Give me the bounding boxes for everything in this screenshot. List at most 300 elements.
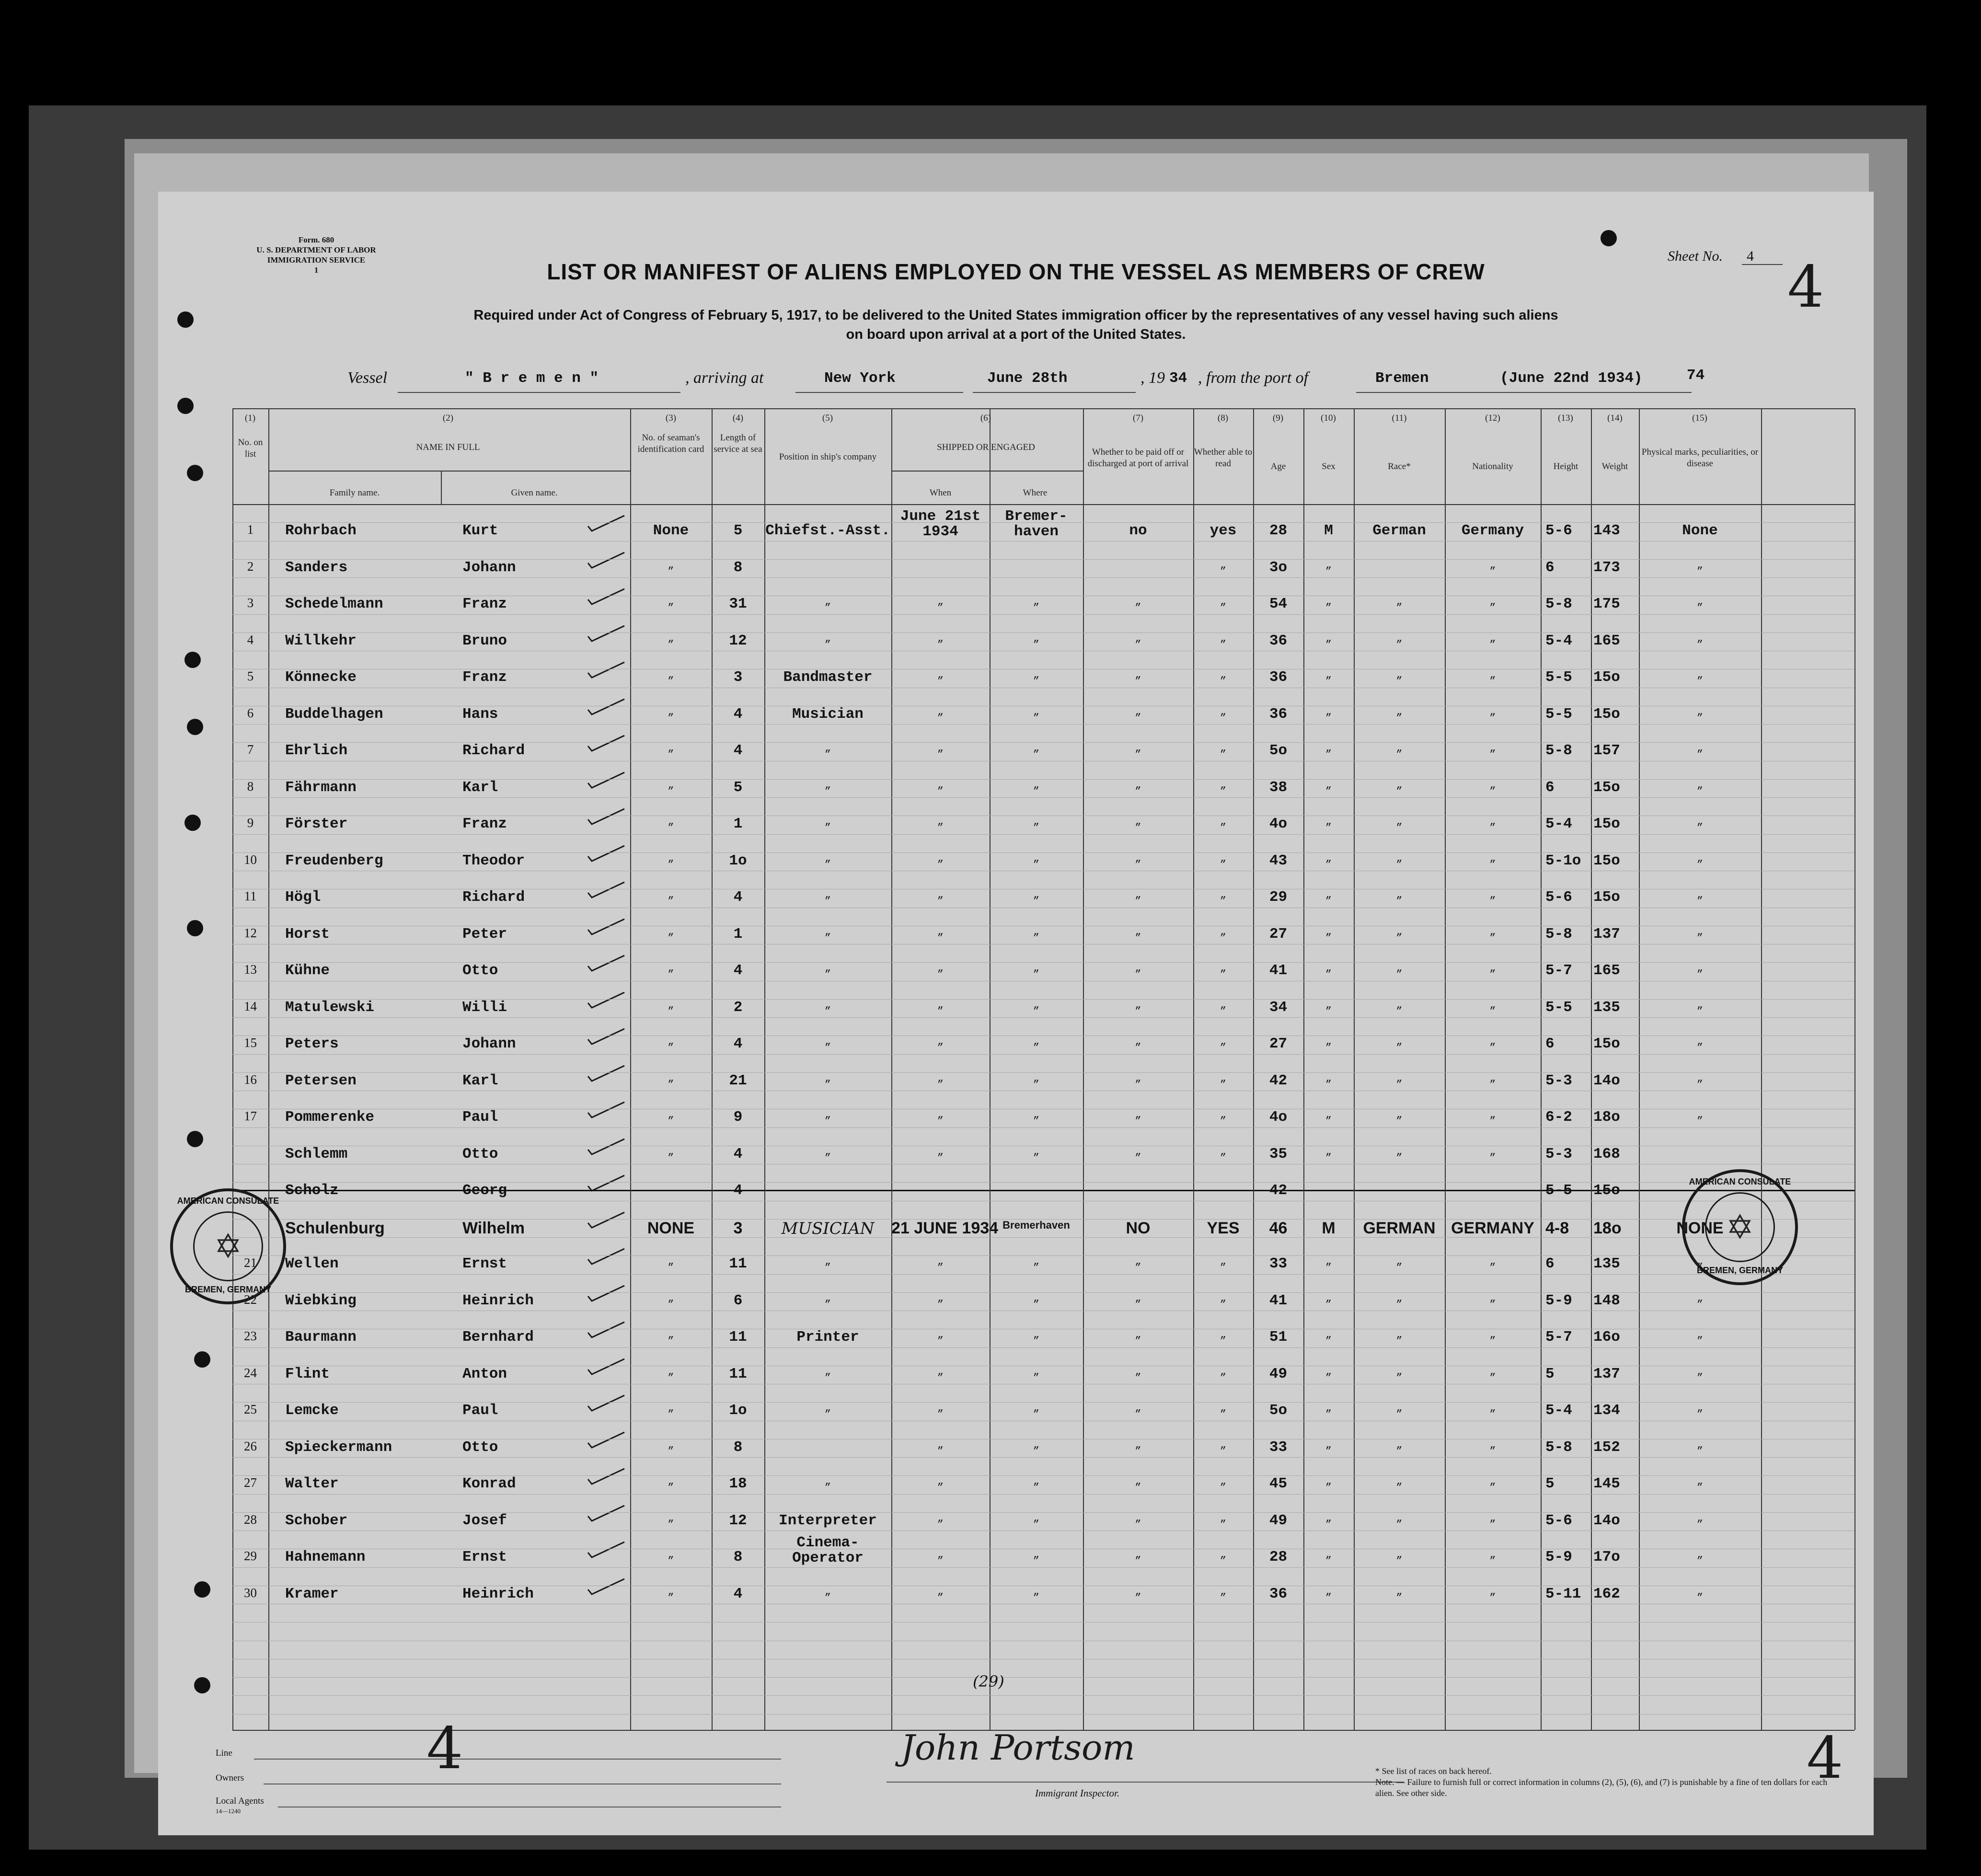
table-column-rule [1854, 408, 1855, 1730]
cell-age: 5o [1269, 1402, 1288, 1419]
cell-nationality: „ [1489, 1439, 1496, 1451]
cell-service: 8 [733, 1439, 743, 1456]
cell-marks: „ [1696, 1366, 1704, 1378]
cell-weight: 135 [1593, 1255, 1620, 1272]
cell-read: „ [1220, 1586, 1227, 1598]
cell-service: 5 [733, 522, 743, 539]
checkmark-icon [587, 514, 625, 533]
margin-mark: 74 [1687, 367, 1705, 384]
cell-given: Otto [462, 1439, 498, 1456]
ruled-line [232, 1567, 1854, 1568]
ruled-line [232, 742, 1854, 743]
cell-height: 4-8 [1545, 1219, 1569, 1237]
ruled-line [232, 1017, 1854, 1018]
cell-paid: „ [1135, 1402, 1141, 1414]
cell-marks: „ [1696, 633, 1704, 645]
cell-sex: „ [1325, 926, 1332, 938]
cell-where: „ [1033, 1402, 1040, 1414]
cell-service: 1 [733, 926, 743, 943]
cell-sex: „ [1325, 1292, 1332, 1304]
vessel-line [158, 369, 1874, 393]
cell-paid: „ [1135, 633, 1141, 645]
cell-family: Willkehr [285, 633, 357, 649]
checkmark-icon [587, 1284, 625, 1303]
cell-race: „ [1396, 1366, 1403, 1378]
cell-given: Otto [462, 962, 498, 979]
cell-nationality: „ [1489, 1146, 1496, 1158]
cell-read: „ [1220, 1255, 1227, 1267]
cell-given: Theodor [462, 852, 525, 869]
cell-service: 11 [729, 1366, 747, 1382]
checkmark-icon [587, 1064, 625, 1083]
checkmark-icon [587, 551, 625, 570]
cell-marks: „ [1696, 1439, 1704, 1451]
cell-no: 27 [244, 1475, 257, 1490]
cell-card: „ [668, 1475, 674, 1487]
cell-given: Anton [462, 1366, 507, 1382]
cell-paid: „ [1135, 1475, 1141, 1487]
cell-position: „ [824, 1475, 831, 1487]
ruled-line [232, 1695, 1854, 1696]
cell-no: 30 [244, 1586, 257, 1600]
sheet-number-value: 4 [1742, 248, 1783, 265]
cell-weight: 17o [1593, 1549, 1620, 1565]
cell-service: 18 [729, 1475, 747, 1492]
cell-family: Scholz [285, 1182, 339, 1199]
cell-height: 5-4 [1545, 816, 1572, 832]
cell-service: 3 [733, 1219, 743, 1237]
cell-family: Schober [285, 1512, 348, 1529]
cell-no: 16 [244, 1072, 257, 1087]
underline [1356, 392, 1692, 393]
cell-family: Matulewski [285, 999, 375, 1016]
cell-where: „ [1033, 1586, 1040, 1598]
cell-weight: 165 [1593, 633, 1620, 649]
cell-paid: „ [1135, 1329, 1141, 1341]
cell-card: „ [668, 779, 674, 791]
cell-nationality: „ [1489, 633, 1496, 645]
underline [795, 392, 963, 393]
cell-read: „ [1220, 669, 1227, 681]
cell-no: 12 [244, 926, 257, 940]
race-note: * See list of races on back hereof. [1375, 1766, 1492, 1776]
cell-paid: „ [1135, 1146, 1141, 1158]
cell-sex: „ [1325, 1366, 1332, 1378]
cell-where: „ [1033, 596, 1040, 608]
cell-card: „ [668, 1255, 674, 1267]
cell-paid: „ [1135, 1512, 1141, 1524]
checkmark-icon [587, 844, 625, 863]
cell-sex: „ [1325, 1475, 1332, 1487]
cell-when: „ [937, 1072, 944, 1084]
cell-sex: „ [1325, 1586, 1332, 1598]
header-where: Where [1023, 488, 1048, 498]
cell-when: „ [937, 742, 944, 754]
ruled-line [232, 1182, 1854, 1183]
ruled-line [232, 779, 1854, 780]
table-column-rule [1354, 408, 1355, 1730]
header-seaman-id: No. of seaman's identification card [637, 433, 704, 454]
table-column-rule [1445, 408, 1446, 1730]
cell-paid: „ [1135, 596, 1141, 608]
strike-through [232, 1190, 1854, 1191]
cell-race: „ [1396, 852, 1403, 864]
cell-height: 5-5 [1545, 1182, 1572, 1199]
cell-service: 12 [729, 633, 747, 649]
cell-nationality: „ [1489, 1366, 1496, 1378]
cell-when: June 21st 1934 [900, 508, 981, 540]
cell-where: „ [1033, 1146, 1040, 1158]
cell-no: 9 [247, 816, 254, 830]
cell-service: 1 [733, 816, 743, 832]
column-number: (12) [1485, 413, 1500, 423]
ruled-line [232, 522, 1854, 523]
cell-race: „ [1396, 1109, 1403, 1121]
cell-when: „ [937, 1512, 944, 1524]
ruled-line [232, 1494, 1854, 1495]
cell-position: Interpreter [779, 1512, 877, 1529]
cell-nationality: „ [1489, 926, 1496, 938]
cell-read: „ [1220, 999, 1227, 1011]
header-able-read: Whether able to read [1194, 447, 1253, 469]
ruled-line [232, 1475, 1854, 1476]
ruled-line [232, 999, 1854, 1000]
cell-service: 5 [733, 779, 743, 796]
cell-age: 36 [1269, 669, 1288, 686]
cell-sex: „ [1325, 559, 1332, 571]
cell-height: 5-5 [1545, 706, 1572, 723]
cell-race: „ [1396, 669, 1403, 681]
cell-paid: „ [1135, 1439, 1141, 1451]
cell-race: GERMAN [1363, 1219, 1436, 1237]
checkmark-icon [587, 917, 625, 936]
cell-paid: „ [1135, 1255, 1141, 1267]
checkmark-icon [587, 880, 625, 899]
consulate-seal-left [170, 1188, 286, 1304]
cell-weight: 15o [1593, 669, 1620, 686]
cell-service: 21 [729, 1072, 747, 1089]
cell-sex: M [1322, 1219, 1336, 1237]
cell-given: Heinrich [462, 1586, 534, 1602]
cell-paid: „ [1135, 1036, 1141, 1047]
punch-hole [194, 1677, 210, 1693]
cell-marks: None [1682, 522, 1718, 539]
cell-read: „ [1220, 852, 1227, 864]
cell-position: „ [824, 816, 831, 828]
cell-weight: 16o [1593, 1329, 1620, 1346]
cell-given: Konrad [462, 1475, 516, 1492]
cell-marks: „ [1696, 999, 1704, 1011]
handwritten-four-right: 4 [1807, 1725, 1843, 1792]
seal-top-text: AMERICAN CONSULATE [1689, 1177, 1791, 1186]
checkmark-icon [587, 660, 625, 679]
cell-sex: „ [1325, 1255, 1332, 1267]
arriving-port: New York [824, 370, 896, 387]
cell-weight: 152 [1593, 1439, 1620, 1456]
cell-height: 5-9 [1545, 1292, 1572, 1309]
cell-weight: 134 [1593, 1402, 1620, 1419]
column-number: (9) [1272, 413, 1284, 423]
cell-height: 5-1o [1545, 852, 1581, 869]
cell-when: „ [937, 706, 944, 718]
cell-marks: „ [1696, 1292, 1704, 1304]
cell-height: 5-3 [1545, 1072, 1572, 1089]
cell-when: „ [937, 1146, 944, 1158]
cell-where: Bremerhaven [1002, 1219, 1070, 1231]
checkmark-icon [587, 1137, 625, 1156]
checkmark-icon [587, 1100, 625, 1119]
cell-read: YES [1207, 1219, 1240, 1237]
year-prefix: , 19 [1140, 369, 1165, 387]
cell-family: Pommerenke [285, 1109, 375, 1126]
cell-where: „ [1033, 999, 1040, 1011]
cell-age: 38 [1269, 779, 1288, 796]
cell-paid: „ [1135, 669, 1141, 681]
cell-paid: „ [1135, 1549, 1141, 1561]
checkmark-icon [587, 1577, 625, 1596]
cell-card: „ [668, 999, 674, 1011]
checkmark-icon [587, 990, 625, 1010]
cell-sex: „ [1325, 1109, 1332, 1121]
cell-given: Wilhelm [462, 1219, 525, 1237]
cell-sex: „ [1325, 1549, 1332, 1561]
cell-race: „ [1396, 1586, 1403, 1598]
cell-sex: „ [1325, 633, 1332, 645]
cell-when: „ [937, 889, 944, 901]
vessel-label: Vessel [347, 369, 388, 387]
cell-marks: „ [1696, 596, 1704, 608]
ruled-line [232, 577, 1854, 578]
cell-given: Bernhard [462, 1329, 534, 1346]
underline [973, 392, 1136, 393]
cell-when: „ [937, 1366, 944, 1378]
cell-card: „ [668, 1366, 674, 1378]
ruled-line [232, 1512, 1854, 1513]
header-physical-marks: Physical marks, peculiarities, or disease [1641, 447, 1759, 469]
cell-service: 8 [733, 559, 743, 576]
cell-marks: „ [1696, 926, 1704, 938]
header-shipped-engaged: SHIPPED OR ENGAGED [937, 442, 1035, 452]
page-title: LIST OR MANIFEST OF ALIENS EMPLOYED ON THE VESSEL AS MEMBERS OF CREW [547, 259, 1485, 284]
cell-nationality: „ [1489, 596, 1496, 608]
table-column-rule [268, 408, 269, 1730]
cell-family: Buddelhagen [285, 706, 383, 723]
cell-nationality: „ [1489, 1475, 1496, 1487]
cell-where: „ [1033, 889, 1040, 901]
punch-hole [187, 719, 203, 735]
cell-age: 42 [1269, 1072, 1288, 1089]
subtitle-line-1: Required under Act of Congress of February 5, 1917, to be delivered to the United States immigration officer by the representatives of any vessel having such aliens [473, 308, 1558, 323]
subtitle-line-2: on board upon arrival at a port of the United States. [846, 327, 1186, 342]
cell-position: Chiefst.-Asst. [765, 522, 890, 539]
cell-where: „ [1033, 1072, 1040, 1084]
ruled-line [232, 1622, 1854, 1623]
cell-height: 6 [1545, 1255, 1555, 1272]
cell-service: 4 [733, 962, 743, 979]
cell-card: „ [668, 1146, 674, 1158]
cell-read: „ [1220, 889, 1227, 901]
cell-where: „ [1033, 1439, 1040, 1451]
table-column-rule [1083, 408, 1084, 1730]
cell-when: „ [937, 962, 944, 974]
cell-family: Förster [285, 816, 348, 832]
ruled-line [232, 834, 1854, 835]
header-length-service: Length of service at sea [714, 433, 762, 454]
cell-when: „ [937, 596, 944, 608]
cell-age: 41 [1269, 1292, 1288, 1309]
cell-family: Lemcke [285, 1402, 339, 1419]
cell-no: 24 [244, 1366, 257, 1380]
arrival-date: June 28th [987, 370, 1068, 387]
cell-position: „ [824, 1586, 831, 1598]
table-column-rule [1639, 408, 1640, 1730]
cell-paid: „ [1135, 926, 1141, 938]
cell-weight: 15o [1593, 889, 1620, 906]
punch-hole [194, 1351, 210, 1368]
table-rule [232, 408, 1854, 409]
cell-position: Bandmaster [783, 669, 873, 686]
cell-no: 23 [244, 1329, 257, 1343]
crew-table [232, 408, 1854, 1730]
cell-family: Schulenburg [285, 1219, 385, 1237]
cell-marks: „ [1696, 779, 1704, 791]
ruled-line [232, 1255, 1854, 1256]
punch-hole [177, 311, 194, 328]
cell-sex: „ [1325, 596, 1332, 608]
cell-sex: „ [1325, 999, 1332, 1011]
cell-when: „ [937, 1329, 944, 1341]
cell-age: 45 [1269, 1475, 1288, 1492]
cell-sex: M [1324, 522, 1333, 539]
punch-hole [194, 1581, 210, 1598]
cell-height: 5-7 [1545, 1329, 1572, 1346]
eagle-icon: ✡ [193, 1211, 263, 1281]
cell-marks: „ [1696, 706, 1704, 718]
penalty-note: Note. — Failure to furnish full or correct information in columns (2), (5), (6), and (7) is punishable by a fine of ten dollars for each alien. See other side. [1375, 1777, 1828, 1798]
cell-sex: „ [1325, 779, 1332, 791]
sheet-number-label: Sheet No. [1668, 248, 1723, 264]
cell-marks: „ [1696, 852, 1704, 864]
punch-hole [177, 398, 194, 414]
cell-paid: „ [1135, 889, 1141, 901]
cell-height: 5 [1545, 1475, 1555, 1492]
cell-nationality: „ [1489, 1036, 1496, 1047]
ruled-line [232, 797, 1854, 798]
cell-weight: 137 [1593, 1366, 1620, 1382]
header-when: When [929, 488, 952, 498]
cell-nationality: „ [1489, 779, 1496, 791]
cell-nationality: „ [1489, 1292, 1496, 1304]
cell-position: „ [824, 1146, 831, 1158]
cell-read: „ [1220, 559, 1227, 571]
sheet-number-handwritten: 4 [1787, 254, 1824, 321]
checkmark-icon [587, 1540, 625, 1559]
cell-paid: „ [1135, 962, 1141, 974]
cell-height: 5-8 [1545, 596, 1572, 612]
cell-service: 4 [733, 889, 743, 906]
cell-weight: 15o [1593, 852, 1620, 869]
cell-read: „ [1220, 633, 1227, 645]
cell-where: „ [1033, 926, 1040, 938]
form-number: Form. 680 [298, 235, 334, 244]
cell-given: Franz [462, 596, 507, 612]
cell-race: „ [1396, 1072, 1403, 1084]
cell-weight: 15o [1593, 1036, 1620, 1052]
seal-bottom-text: BREMEN, GERMANY [1696, 1266, 1783, 1275]
cell-when: „ [937, 1402, 944, 1414]
punch-hole [1601, 230, 1617, 246]
cell-family: Petersen [285, 1072, 357, 1089]
cell-family: Walter [285, 1475, 339, 1492]
service-name: IMMIGRATION SERVICE [267, 255, 366, 265]
cell-card: „ [668, 1036, 674, 1047]
cell-age: 27 [1269, 1036, 1288, 1052]
cell-race: „ [1396, 1146, 1403, 1158]
cell-where: „ [1033, 962, 1040, 974]
cell-card: „ [668, 1402, 674, 1414]
cell-sex: „ [1325, 1072, 1332, 1084]
cell-height: 5-6 [1545, 1512, 1572, 1529]
cell-position: „ [824, 596, 831, 608]
checkmark-icon [587, 587, 625, 606]
cell-read: „ [1220, 1402, 1227, 1414]
cell-nationality: „ [1489, 962, 1496, 974]
cell-nationality: „ [1489, 1255, 1496, 1267]
cell-where: „ [1033, 816, 1040, 828]
cell-where: „ [1033, 1475, 1040, 1487]
cell-no: 7 [247, 742, 254, 757]
cell-sex: „ [1325, 852, 1332, 864]
cell-no: 26 [244, 1439, 257, 1453]
cell-nationality: „ [1489, 1329, 1496, 1341]
cell-marks: „ [1696, 742, 1704, 754]
cell-given: Josef [462, 1512, 507, 1529]
cell-card: „ [668, 1329, 674, 1341]
cell-where: „ [1033, 1109, 1040, 1121]
cell-marks: „ [1696, 1255, 1704, 1267]
cell-marks: „ [1696, 669, 1704, 681]
cell-given: Heinrich [462, 1292, 534, 1309]
cell-paid: „ [1135, 1366, 1141, 1378]
cell-marks: „ [1696, 889, 1704, 901]
cell-when: 21 JUNE 1934 [891, 1219, 999, 1237]
cell-sex: „ [1325, 1512, 1332, 1524]
cell-nationality: GERMANY [1451, 1219, 1534, 1237]
cell-given: Ernst [462, 1549, 507, 1565]
line-label: Line [216, 1748, 232, 1758]
ruled-line [232, 1402, 1854, 1403]
cell-given: Kurt [462, 522, 498, 539]
cell-weight: 162 [1593, 1586, 1620, 1602]
cell-no: 14 [244, 999, 257, 1013]
table-rule [891, 471, 1083, 472]
cell-read: „ [1220, 742, 1227, 754]
table-column-rule [891, 408, 892, 1730]
cell-service: 11 [729, 1329, 747, 1346]
cell-marks: „ [1696, 1512, 1704, 1524]
cell-no: 13 [244, 962, 257, 977]
cell-weight: 14o [1593, 1512, 1620, 1529]
cell-race: „ [1396, 1549, 1403, 1561]
header-position: Position in ship's company [779, 452, 877, 462]
cell-read: „ [1220, 1109, 1227, 1121]
cell-where: „ [1033, 1549, 1040, 1561]
cell-sex: „ [1325, 1329, 1332, 1341]
cell-height: 5-4 [1545, 633, 1572, 649]
checkmark-icon [587, 1357, 625, 1376]
cell-race: „ [1396, 742, 1403, 754]
cell-card: „ [668, 816, 674, 828]
